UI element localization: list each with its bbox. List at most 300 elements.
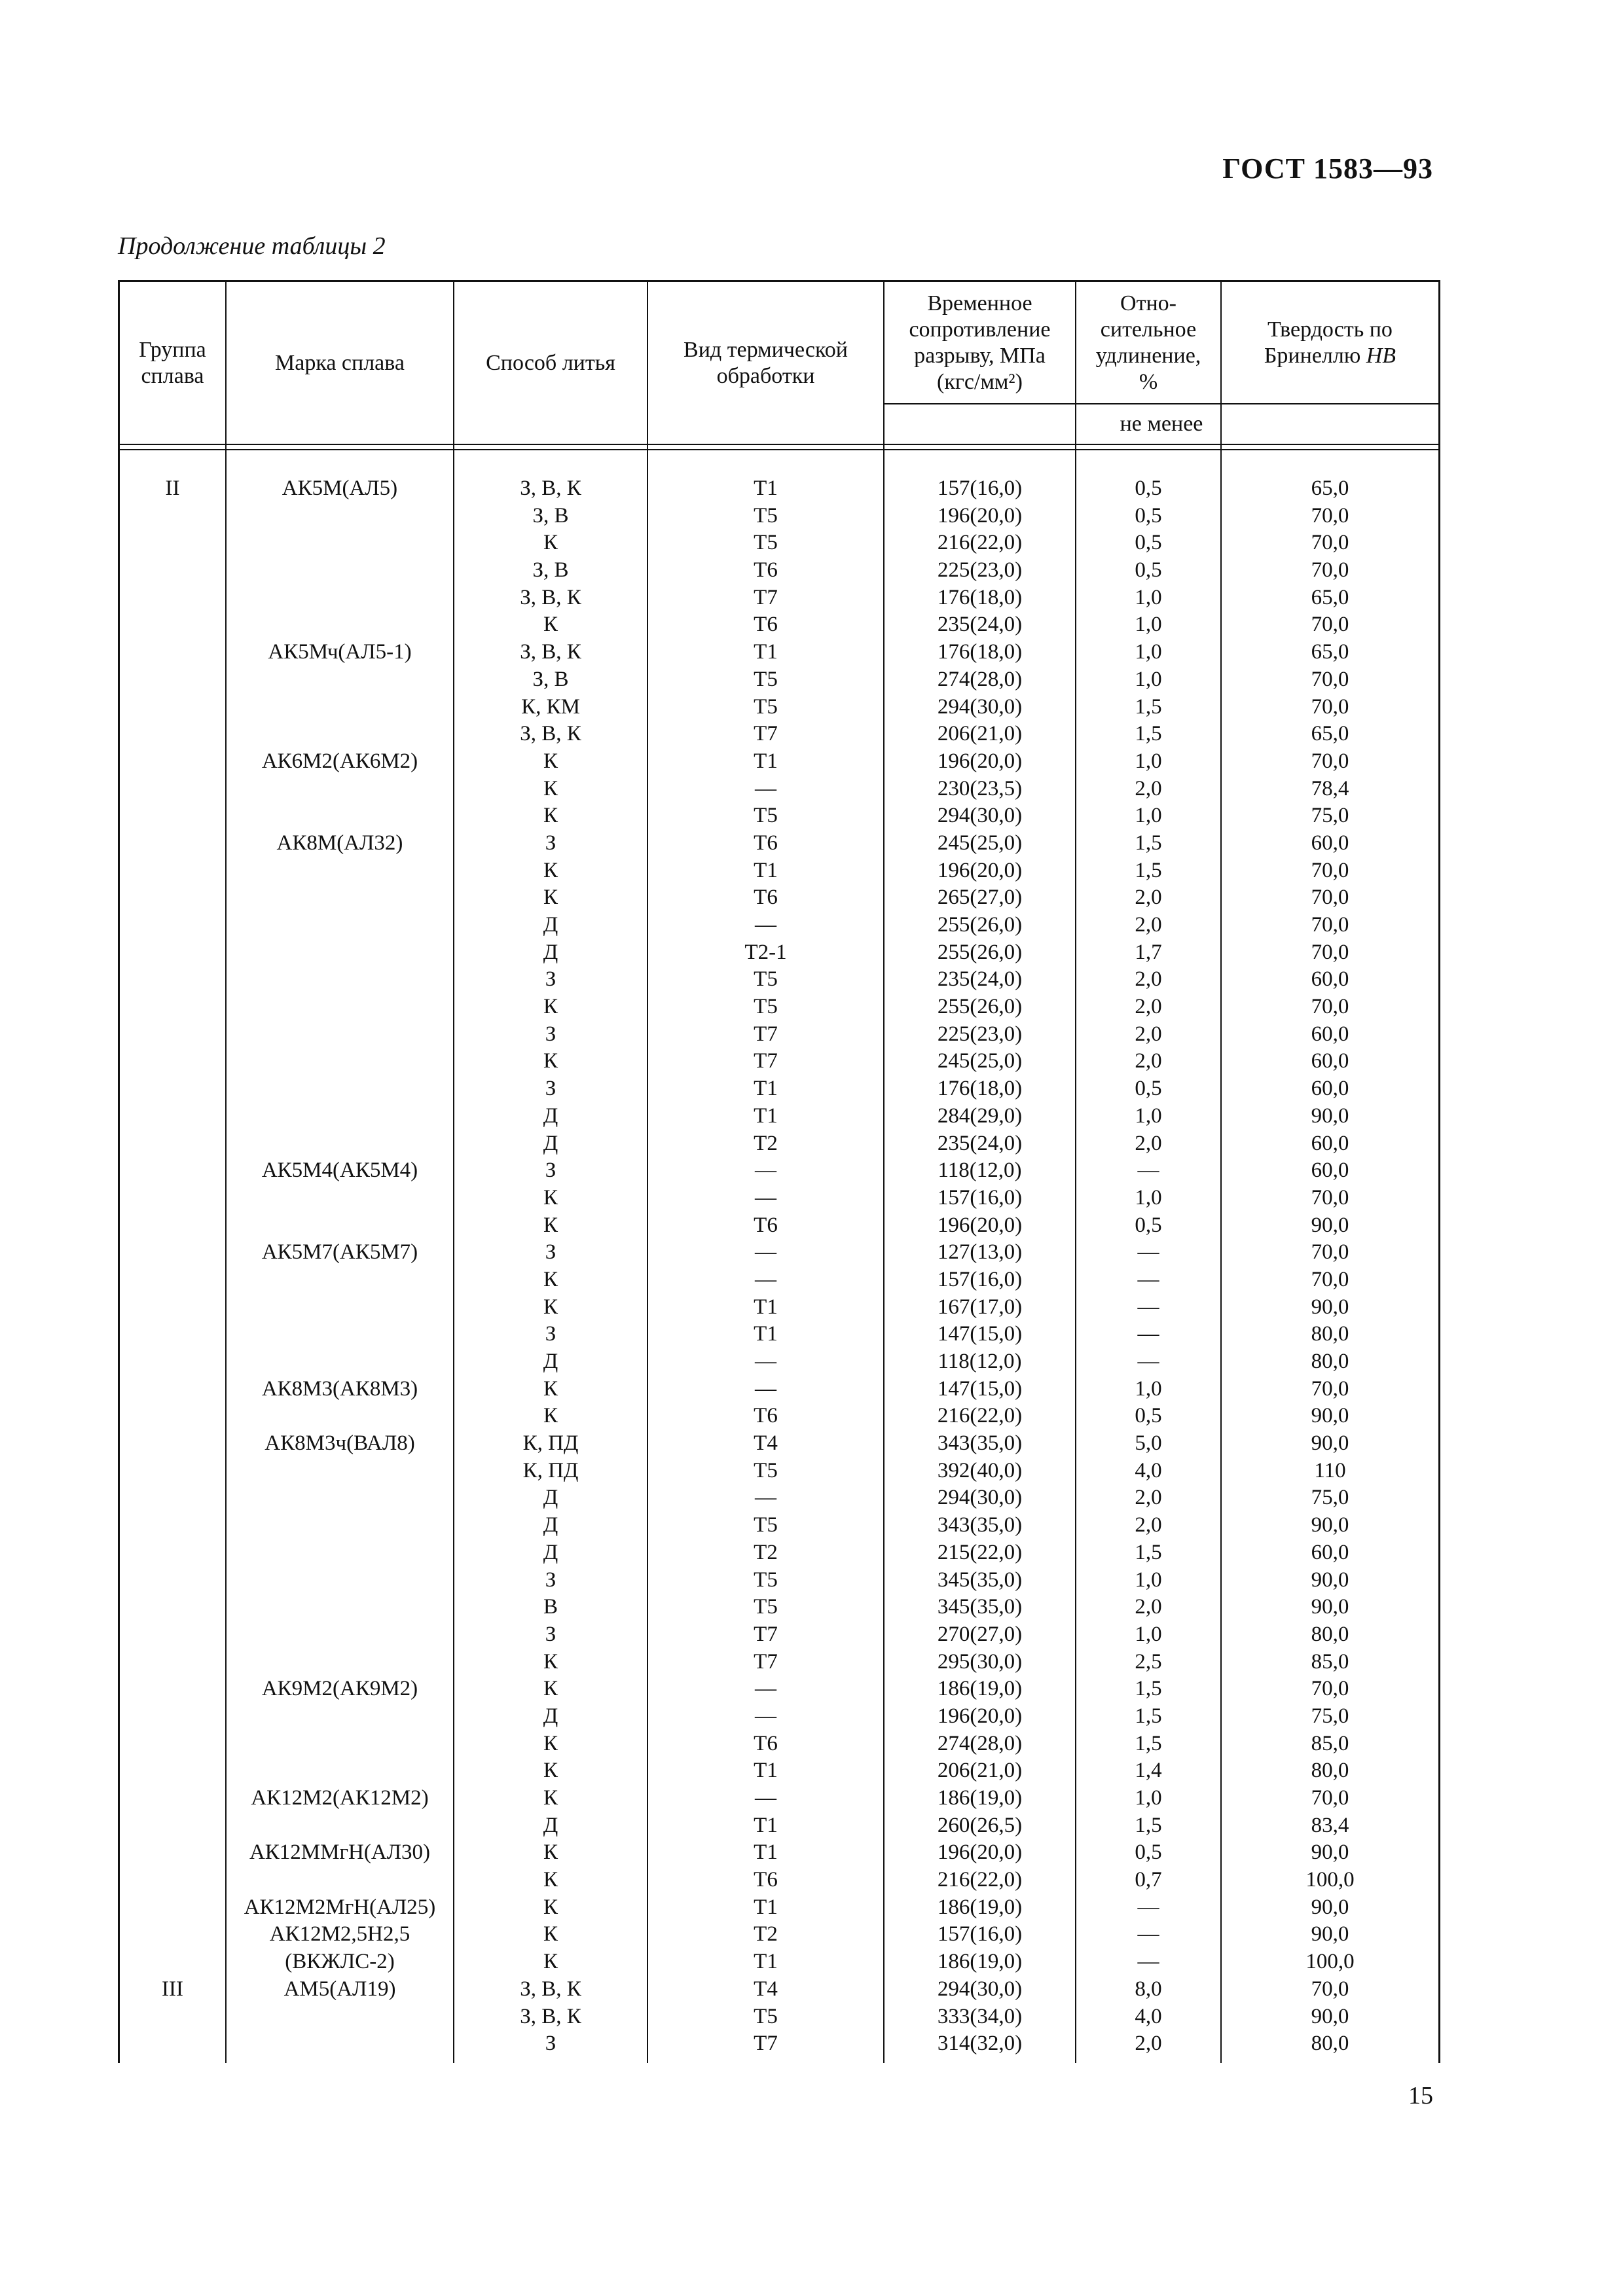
cell-elongation: — [1137,1350,1159,1373]
cell-treatment: Т5 [754,804,778,828]
cell-alloy [227,503,453,530]
cell-casting: З, В [532,503,569,528]
cell-hardness: 70,0 [1311,558,1349,583]
cell-strength: 215(22,0) [937,1540,1023,1564]
cell-hardness: 70,0 [1311,886,1349,910]
cell-group [120,529,225,557]
cell-treatment: Т1 [754,1295,778,1319]
cell-strength: 118(12,0) [938,1158,1022,1183]
cell-hardness: 90,0 [1311,1213,1349,1237]
cell-elongation: 2,0 [1135,995,1162,1019]
cell-strength: 196(20,0) [937,1704,1023,1728]
cell-casting: К [543,1185,558,1210]
cell-strength: 176(18,0) [937,1077,1023,1101]
cell-group [120,1785,225,1812]
cell-group [120,1948,225,1976]
header-hardness-symbol: HB [1366,343,1396,368]
cell-treatment: — [755,1486,776,1510]
cell-strength: 147(15,0) [937,1322,1023,1346]
cell-treatment: Т1 [754,1759,778,1783]
cell-group [120,1103,225,1130]
cell-alloy: АК8М(АЛ32) [276,831,403,855]
cell-treatment: Т1 [754,640,778,664]
cell-elongation: — [1137,1158,1159,1183]
cell-alloy [227,912,453,939]
column-hardness [1222,475,1438,2058]
cell-alloy: АК12М2(АК12М2) [251,1786,429,1810]
cell-elongation: — [1137,1895,1159,1919]
cell-strength: 230(23,5) [937,776,1023,800]
cell-casting: З [545,967,556,992]
cell-group [120,1403,225,1430]
cell-elongation: 1,0 [1135,613,1162,637]
header-hardness-text: Твердость по Бринеллю [1264,317,1393,368]
cell-alloy [227,857,453,885]
cell-hardness: 70,0 [1311,1267,1349,1291]
header-group: Группа сплава [139,337,206,388]
cell-group [120,830,225,857]
cell-casting: З, В, К [520,2004,581,2028]
cell-strength: 345(35,0) [937,1595,1023,1619]
cell-alloy [227,1403,453,1430]
cell-alloy [227,1812,453,1840]
cell-alloy [227,884,453,912]
cell-elongation: 1,5 [1135,1731,1162,1755]
cell-elongation: — [1137,1267,1159,1291]
cell-treatment: — [755,1240,776,1265]
cell-hardness: 70,0 [1311,1185,1349,1210]
cell-casting: З [545,1568,556,1592]
cell-alloy [227,666,453,694]
cell-strength: 176(18,0) [937,640,1023,664]
cell-hardness: 70,0 [1311,667,1349,691]
cell-group [120,666,225,694]
cell-casting: К [543,804,558,828]
cell-hardness: 80,0 [1311,2032,1349,2056]
cell-hardness: 90,0 [1311,1840,1349,1865]
cell-elongation: 1,0 [1135,1376,1162,1401]
cell-alloy: АК8М3(АК8М3) [261,1376,418,1401]
cell-alloy [227,1649,453,1676]
cell-treatment: — [755,1350,776,1373]
cell-hardness: 85,0 [1311,1649,1349,1674]
cell-casting: К [543,1840,558,1865]
cell-elongation: 0,5 [1135,1840,1162,1865]
cell-treatment: — [755,1158,776,1183]
cell-treatment: Т7 [754,1622,778,1646]
cell-alloy [227,966,453,994]
cell-group: III [162,1977,183,2001]
cell-alloy [227,1130,453,1158]
cell-strength: 255(26,0) [937,913,1023,937]
column-elongation [1076,475,1220,2058]
cell-treatment: Т2 [754,1540,778,1564]
cell-treatment: Т7 [754,2032,778,2056]
cell-group [120,2030,225,2058]
cell-strength: 206(21,0) [937,1759,1023,1783]
cell-strength: 157(16,0) [937,476,1023,500]
cell-elongation: 1,0 [1135,804,1162,828]
cell-casting: Д [543,940,558,964]
cell-alloy: АМ5(АЛ19) [283,1977,396,2001]
cell-strength: 186(19,0) [937,1895,1023,1919]
cell-strength: 196(20,0) [937,1840,1023,1865]
cell-elongation: 1,5 [1135,694,1162,719]
cell-alloy [227,776,453,803]
cell-hardness: 110 [1314,1458,1346,1482]
cell-strength: 260(26,5) [937,1813,1023,1837]
cell-hardness: 90,0 [1311,1568,1349,1592]
cell-strength: 294(30,0) [937,694,1023,719]
cell-treatment: Т6 [754,831,778,855]
cell-elongation: 2,0 [1135,967,1162,992]
cell-hardness: 70,0 [1311,749,1349,773]
cell-casting: З [545,1022,556,1046]
cell-casting: К [543,858,558,882]
cell-alloy: АК9М2(АК9М2) [261,1677,418,1701]
cell-alloy [227,721,453,748]
cell-group [120,939,225,967]
column-treatment [648,475,883,2058]
cell-elongation: 4,0 [1135,1458,1162,1482]
cell-hardness: 85,0 [1311,1731,1349,1755]
cell-elongation: 2,0 [1135,886,1162,910]
cell-casting: К [543,1649,558,1674]
cell-group: II [165,476,180,500]
cell-hardness: 65,0 [1311,585,1349,609]
cell-group [120,694,225,721]
cell-hardness: 70,0 [1311,1240,1349,1265]
cell-strength: 186(19,0) [937,1677,1023,1701]
cell-hardness: 60,0 [1311,1049,1349,1073]
cell-strength: 345(35,0) [937,1568,1023,1592]
cell-treatment: Т1 [754,1895,778,1919]
cell-hardness: 70,0 [1311,913,1349,937]
cell-group [120,557,225,584]
cell-strength: 245(25,0) [937,831,1023,855]
cell-treatment: Т2 [754,1131,778,1155]
cell-alloy [227,694,453,721]
header-casting: Способ литья [486,350,615,375]
cell-strength: 284(29,0) [937,1103,1023,1128]
cell-hardness: 65,0 [1311,640,1349,664]
cell-elongation: 2,0 [1135,913,1162,937]
cell-treatment: Т4 [754,1977,778,2001]
cell-casting: З [545,2032,556,2056]
cell-group [120,776,225,803]
cell-group [120,1212,225,1240]
cell-elongation: 0,5 [1135,503,1162,528]
header-alloy: Марка сплава [275,350,405,375]
cell-elongation: 4,0 [1135,2004,1162,2028]
cell-treatment: Т5 [754,531,778,555]
cell-casting: З, В [532,558,569,583]
cell-strength: 196(20,0) [937,858,1023,882]
cell-group [120,884,225,912]
cell-strength: 333(34,0) [937,2004,1023,2028]
cell-treatment: Т7 [754,722,778,746]
cell-group [120,1430,225,1458]
cell-treatment: Т1 [754,1840,778,1865]
cell-casting: К [543,1868,558,1892]
cell-casting: К [543,776,558,800]
cell-hardness: 60,0 [1311,1077,1349,1101]
cell-group [120,1458,225,1485]
cell-casting: В [543,1595,558,1619]
cell-alloy: АК5М(АЛ5) [282,476,398,500]
cell-hardness: 78,4 [1311,776,1349,800]
cell-elongation: 2,0 [1135,1513,1162,1537]
cell-casting: З, В, К [520,722,581,746]
cell-alloy: АК8М3ч(ВАЛ8) [264,1431,415,1456]
cell-strength: 157(16,0) [937,1922,1023,1946]
cell-casting: З, В [532,667,569,691]
cell-treatment: Т5 [754,667,778,691]
cell-group [120,1294,225,1321]
cell-strength: 270(27,0) [937,1622,1023,1646]
cell-group [120,994,225,1021]
cell-group [120,1512,225,1539]
cell-group [120,857,225,885]
cell-group [120,1130,225,1158]
header-min-values: не менее [1120,412,1203,436]
cell-strength: 245(25,0) [937,1049,1023,1073]
cell-strength: 235(24,0) [937,1131,1023,1155]
cell-casting: З [545,831,556,855]
cell-elongation: 0,7 [1135,1868,1162,1892]
cell-alloy: АК6М2(АК6М2) [261,749,418,773]
cell-alloy [227,1021,453,1049]
cell-hardness: 70,0 [1311,1376,1349,1401]
cell-hardness: 90,0 [1311,2004,1349,2028]
column-casting [454,475,647,2058]
cell-alloy [227,1212,453,1240]
cell-alloy [227,1539,453,1567]
cell-strength: 225(23,0) [937,1022,1023,1046]
cell-casting: К [543,1677,558,1701]
cell-hardness: 80,0 [1311,1622,1349,1646]
cell-alloy [227,1621,453,1649]
cell-treatment: Т2 [754,1922,778,1946]
cell-elongation: 1,5 [1135,1813,1162,1837]
cell-treatment: Т1 [754,749,778,773]
cell-alloy: АК5М7(АК5М7) [261,1240,418,1265]
cell-alloy [227,939,453,967]
cell-strength: 216(22,0) [937,1868,1023,1892]
cell-casting: Д [543,1131,558,1155]
cell-alloy [227,1458,453,1485]
cell-strength: 294(30,0) [937,1977,1023,2001]
column-alloy [227,475,453,2058]
cell-treatment: Т5 [754,1458,778,1482]
cell-group [120,1239,225,1266]
cell-casting: К [543,531,558,555]
cell-treatment: Т5 [754,995,778,1019]
cell-alloy [227,557,453,584]
cell-elongation: 1,5 [1135,722,1162,746]
cell-alloy [227,1594,453,1621]
cell-strength: 186(19,0) [937,1786,1023,1810]
cell-elongation: 1,0 [1135,1568,1162,1592]
cell-treatment: Т4 [754,1431,778,1456]
cell-group [120,1075,225,1103]
cell-treatment: Т5 [754,967,778,992]
cell-group [120,584,225,612]
cell-treatment: — [755,1786,776,1810]
cell-group [120,802,225,830]
cell-treatment: — [755,776,776,800]
cell-treatment: Т6 [754,1213,778,1237]
header-treatment: Вид термической обработки [684,337,848,388]
cell-elongation: 2,0 [1135,1049,1162,1073]
cell-treatment: Т5 [754,1513,778,1537]
cell-strength: 118(12,0) [938,1350,1022,1373]
cell-hardness: 75,0 [1311,1486,1349,1510]
cell-casting: К, ПД [522,1431,579,1456]
cell-hardness: 60,0 [1311,967,1349,992]
cell-alloy [227,1075,453,1103]
cell-elongation: 1,0 [1135,667,1162,691]
cell-alloy: (ВКЖЛС-2) [285,1950,395,1974]
cell-casting: З [545,1240,556,1265]
cell-strength: 314(32,0) [937,2032,1023,2056]
cell-casting: К [543,1731,558,1755]
cell-elongation: 1,5 [1135,858,1162,882]
cell-strength: 196(20,0) [937,503,1023,528]
cell-casting: З, В, К [520,1977,581,2001]
cell-elongation: — [1137,1295,1159,1319]
cell-treatment: Т6 [754,1731,778,1755]
cell-group [120,1867,225,1894]
cell-hardness: 90,0 [1311,1513,1349,1537]
cell-hardness: 70,0 [1311,940,1349,964]
cell-alloy [227,529,453,557]
cell-casting: З [545,1322,556,1346]
cell-alloy [227,2003,453,2031]
cell-alloy [227,1757,453,1785]
cell-casting: К [543,749,558,773]
cell-elongation: 2,0 [1135,1486,1162,1510]
cell-casting: Д [543,1486,558,1510]
cell-treatment: Т6 [754,613,778,637]
cell-strength: 235(24,0) [937,613,1023,637]
cell-hardness: 100,0 [1305,1950,1355,1974]
cell-elongation: 0,5 [1135,531,1162,555]
cell-treatment: Т5 [754,1595,778,1619]
cell-alloy [227,1703,453,1731]
cell-group [120,1703,225,1731]
cell-group [120,1376,225,1403]
cell-casting: З [545,1158,556,1183]
cell-elongation: 1,4 [1135,1759,1162,1783]
cell-treatment: Т6 [754,1868,778,1892]
cell-strength: 127(13,0) [937,1240,1023,1265]
cell-casting: З, В, К [520,640,581,664]
cell-hardness: 80,0 [1311,1759,1349,1783]
cell-hardness: 60,0 [1311,1131,1349,1155]
cell-hardness: 70,0 [1311,613,1349,637]
cell-hardness: 100,0 [1305,1868,1355,1892]
cell-group [120,503,225,530]
cell-hardness: 70,0 [1311,995,1349,1019]
cell-casting: К [543,1786,558,1810]
cell-strength: 255(26,0) [937,995,1023,1019]
table-continuation-caption: Продолжение таблицы 2 [118,232,386,260]
cell-casting: З [545,1622,556,1646]
cell-hardness: 80,0 [1311,1350,1349,1373]
cell-elongation: 1,0 [1135,749,1162,773]
cell-group [120,1621,225,1649]
table-right-border [1438,280,1440,2063]
cell-strength: 225(23,0) [937,558,1023,583]
cell-alloy [227,2030,453,2058]
cell-elongation: 2,5 [1135,1649,1162,1674]
cell-strength: 157(16,0) [937,1185,1023,1210]
cell-treatment: Т1 [754,1103,778,1128]
cell-hardness: 60,0 [1311,831,1349,855]
cell-hardness: 65,0 [1311,476,1349,500]
cell-treatment: Т5 [754,2004,778,2028]
cell-casting: К [543,1376,558,1401]
cell-strength: 216(22,0) [937,1404,1023,1428]
cell-alloy: АК12М2,5Н2,5 [269,1922,410,1946]
cell-elongation: 0,5 [1135,1404,1162,1428]
cell-hardness: 70,0 [1311,531,1349,555]
cell-treatment: Т7 [754,1649,778,1674]
cell-alloy [227,1103,453,1130]
cell-treatment: — [755,913,776,937]
cell-group [120,1348,225,1376]
cell-hardness: 90,0 [1311,1295,1349,1319]
cell-hardness: 90,0 [1311,1404,1349,1428]
cell-group [120,1185,225,1212]
cell-casting: К [543,1049,558,1073]
cell-elongation: 1,0 [1135,1622,1162,1646]
cell-elongation: 8,0 [1135,1977,1162,2001]
cell-alloy [227,1512,453,1539]
cell-treatment: — [755,1704,776,1728]
cell-group [120,1484,225,1512]
cell-elongation: 1,0 [1135,1786,1162,1810]
cell-hardness: 70,0 [1311,858,1349,882]
cell-casting: Д [543,1103,558,1128]
cell-casting: З [545,1077,556,1101]
cell-strength: 157(16,0) [937,1267,1023,1291]
cell-treatment: Т5 [754,694,778,719]
cell-hardness: 90,0 [1311,1103,1349,1128]
cell-alloy [227,1484,453,1512]
cell-elongation: 2,0 [1135,1595,1162,1619]
header-strength: Временное сопротивление разрыву, МПа (кгс/мм²) [909,291,1051,394]
cell-casting: К [543,613,558,637]
cell-elongation: — [1137,1322,1159,1346]
cell-elongation: 1,0 [1135,585,1162,609]
cell-casting: Д [543,1350,558,1373]
cell-group [120,1321,225,1348]
cell-casting: З, В, К [520,585,581,609]
cell-treatment: Т1 [754,476,778,500]
cell-alloy [227,1266,453,1294]
cell-strength: 147(15,0) [937,1376,1023,1401]
cell-elongation: 1,5 [1135,1677,1162,1701]
cell-hardness: 60,0 [1311,1158,1349,1183]
cell-treatment: Т7 [754,585,778,609]
cell-group [120,1567,225,1594]
cell-alloy [227,1567,453,1594]
cell-strength: 294(30,0) [937,1486,1023,1510]
cell-treatment: Т6 [754,558,778,583]
cell-strength: 206(21,0) [937,722,1023,746]
